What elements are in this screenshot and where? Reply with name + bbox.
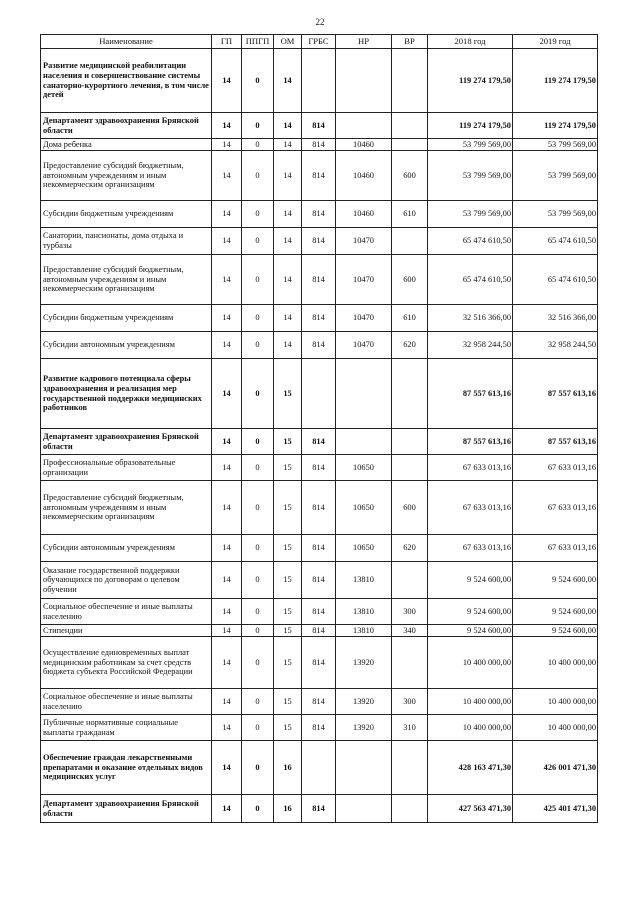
cell-vr: 300 [392, 599, 428, 625]
cell-gp: 14 [212, 715, 242, 741]
cell-gp: 14 [212, 255, 242, 305]
cell-name: Стипендии [41, 625, 212, 637]
cell-ppgp: 0 [242, 359, 274, 429]
table-row [41, 305, 598, 332]
cell-2019: 87 557 613,16 [513, 429, 598, 455]
cell-vr [392, 795, 428, 823]
cell-grbs: 814 [302, 305, 336, 332]
cell-om: 15 [274, 637, 302, 689]
table-row [41, 151, 598, 201]
cell-vr: 300 [392, 689, 428, 715]
cell-2019: 10 400 000,00 [513, 715, 598, 741]
cell-gp: 14 [212, 113, 242, 139]
table-row [41, 741, 598, 795]
cell-2018: 10 400 000,00 [428, 637, 513, 689]
cell-ppgp: 0 [242, 151, 274, 201]
cell-grbs [302, 741, 336, 795]
cell-nr: 13810 [336, 625, 392, 637]
cell-2018: 87 557 613,16 [428, 359, 513, 429]
cell-grbs: 814 [302, 535, 336, 562]
table-row [41, 455, 598, 481]
cell-2018: 65 474 610,50 [428, 228, 513, 255]
cell-name: Оказание государственной поддержки обучающихся по договорам о целевом обучении [41, 562, 212, 599]
cell-om: 14 [274, 228, 302, 255]
cell-name: Обеспечение граждан лекарственными препаратами и оказание отдельных видов медицинских услуг [41, 741, 212, 795]
cell-name: Предоставление субсидий бюджетным, автономным учреждениям и иным некоммерческим организациям [41, 255, 212, 305]
table-row [41, 201, 598, 228]
header-nr: НР [336, 35, 392, 49]
cell-grbs: 814 [302, 139, 336, 151]
cell-2019: 9 524 600,00 [513, 625, 598, 637]
cell-ppgp: 0 [242, 625, 274, 637]
table-row [41, 562, 598, 599]
page-number: 22 [315, 17, 325, 27]
cell-grbs: 814 [302, 637, 336, 689]
cell-name: Дома ребенка [41, 139, 212, 151]
cell-grbs: 814 [302, 715, 336, 741]
cell-ppgp: 0 [242, 795, 274, 823]
cell-2019: 53 799 569,00 [513, 139, 598, 151]
cell-om: 15 [274, 429, 302, 455]
cell-2019: 87 557 613,16 [513, 359, 598, 429]
header-2018: 2018 год [428, 35, 513, 49]
cell-2019: 119 274 179,50 [513, 113, 598, 139]
cell-gp: 14 [212, 305, 242, 332]
cell-nr [336, 795, 392, 823]
cell-om: 15 [274, 481, 302, 535]
cell-2018: 9 524 600,00 [428, 599, 513, 625]
cell-gp: 14 [212, 201, 242, 228]
cell-2018: 67 633 013,16 [428, 455, 513, 481]
table-row [41, 625, 598, 637]
cell-vr [392, 49, 428, 113]
cell-2019: 9 524 600,00 [513, 599, 598, 625]
cell-gp: 14 [212, 562, 242, 599]
header-vr: ВР [392, 35, 428, 49]
cell-vr [392, 562, 428, 599]
cell-om: 14 [274, 151, 302, 201]
cell-om: 15 [274, 359, 302, 429]
cell-2018: 53 799 569,00 [428, 139, 513, 151]
cell-name: Предоставление субсидий бюджетным, автономным учреждениям и иным некоммерческим организациям [41, 151, 212, 201]
cell-om: 14 [274, 49, 302, 113]
cell-grbs: 814 [302, 255, 336, 305]
cell-nr [336, 113, 392, 139]
cell-nr [336, 741, 392, 795]
cell-om: 15 [274, 535, 302, 562]
table-row [41, 359, 598, 429]
cell-name: Осуществление единовременных выплат медицинским работникам за счет средств бюджета субъекта Российской Федерации [41, 637, 212, 689]
cell-vr: 610 [392, 201, 428, 228]
cell-vr [392, 113, 428, 139]
cell-nr [336, 359, 392, 429]
cell-nr: 10460 [336, 151, 392, 201]
cell-vr: 600 [392, 151, 428, 201]
cell-om: 16 [274, 741, 302, 795]
cell-2019: 9 524 600,00 [513, 562, 598, 599]
cell-2018: 67 633 013,16 [428, 535, 513, 562]
cell-nr: 13920 [336, 715, 392, 741]
cell-2018: 87 557 613,16 [428, 429, 513, 455]
header-ppgp: ППГП [242, 35, 274, 49]
cell-name: Департамент здравоохранения Брянской области [41, 113, 212, 139]
table-row [41, 429, 598, 455]
cell-vr: 600 [392, 481, 428, 535]
cell-nr [336, 429, 392, 455]
cell-gp: 14 [212, 689, 242, 715]
cell-om: 14 [274, 305, 302, 332]
table-row [41, 139, 598, 151]
cell-2018: 10 400 000,00 [428, 715, 513, 741]
cell-name: Субсидии бюджетным учреждениям [41, 201, 212, 228]
cell-om: 15 [274, 599, 302, 625]
cell-2018: 65 474 610,50 [428, 255, 513, 305]
cell-2019: 426 001 471,30 [513, 741, 598, 795]
header-om: ОМ [274, 35, 302, 49]
cell-gp: 14 [212, 455, 242, 481]
cell-2019: 65 474 610,50 [513, 255, 598, 305]
table-header-row [41, 35, 598, 49]
header-2019: 2019 год [513, 35, 598, 49]
cell-ppgp: 0 [242, 599, 274, 625]
cell-om: 15 [274, 689, 302, 715]
cell-name: Профессиональные образовательные организации [41, 455, 212, 481]
cell-2018: 428 163 471,30 [428, 741, 513, 795]
header-grbs: ГРБС [302, 35, 336, 49]
cell-vr [392, 359, 428, 429]
cell-grbs [302, 359, 336, 429]
cell-nr: 10650 [336, 455, 392, 481]
cell-grbs: 814 [302, 332, 336, 359]
cell-gp: 14 [212, 535, 242, 562]
cell-nr: 13920 [336, 689, 392, 715]
cell-2019: 67 633 013,16 [513, 535, 598, 562]
cell-om: 15 [274, 455, 302, 481]
table-row [41, 49, 598, 113]
cell-vr [392, 139, 428, 151]
cell-2019: 425 401 471,30 [513, 795, 598, 823]
cell-ppgp: 0 [242, 689, 274, 715]
cell-ppgp: 0 [242, 332, 274, 359]
table-row [41, 255, 598, 305]
cell-om: 16 [274, 795, 302, 823]
cell-gp: 14 [212, 332, 242, 359]
cell-ppgp: 0 [242, 201, 274, 228]
cell-vr [392, 429, 428, 455]
cell-om: 14 [274, 113, 302, 139]
cell-vr [392, 741, 428, 795]
cell-gp: 14 [212, 599, 242, 625]
cell-gp: 14 [212, 637, 242, 689]
cell-grbs: 814 [302, 151, 336, 201]
cell-ppgp: 0 [242, 49, 274, 113]
cell-nr: 10470 [336, 332, 392, 359]
cell-gp: 14 [212, 625, 242, 637]
cell-2019: 32 516 366,00 [513, 305, 598, 332]
cell-2018: 10 400 000,00 [428, 689, 513, 715]
table-row [41, 637, 598, 689]
cell-nr: 10460 [336, 139, 392, 151]
cell-ppgp: 0 [242, 715, 274, 741]
cell-ppgp: 0 [242, 228, 274, 255]
table-row [41, 481, 598, 535]
cell-grbs: 814 [302, 795, 336, 823]
cell-gp: 14 [212, 429, 242, 455]
cell-name: Социальное обеспечение и иные выплаты населению [41, 689, 212, 715]
cell-grbs [302, 49, 336, 113]
cell-gp: 14 [212, 151, 242, 201]
cell-vr [392, 637, 428, 689]
cell-nr: 10650 [336, 481, 392, 535]
cell-gp: 14 [212, 795, 242, 823]
cell-nr: 10470 [336, 228, 392, 255]
cell-nr: 10650 [336, 535, 392, 562]
cell-2019: 67 633 013,16 [513, 481, 598, 535]
cell-gp: 14 [212, 228, 242, 255]
cell-2018: 53 799 569,00 [428, 201, 513, 228]
cell-nr [336, 49, 392, 113]
budget-table [40, 34, 598, 823]
table-row [41, 689, 598, 715]
cell-2018: 9 524 600,00 [428, 625, 513, 637]
cell-nr: 10460 [336, 201, 392, 228]
table-body [41, 49, 598, 823]
cell-name: Развитие медицинской реабилитации населения и совершенствование системы санаторно-курортного лечения, в том числе детей [41, 49, 212, 113]
cell-grbs: 814 [302, 429, 336, 455]
cell-om: 15 [274, 562, 302, 599]
table-row [41, 599, 598, 625]
cell-2018: 32 516 366,00 [428, 305, 513, 332]
cell-2018: 119 274 179,50 [428, 113, 513, 139]
cell-ppgp: 0 [242, 741, 274, 795]
cell-vr [392, 455, 428, 481]
cell-nr: 13810 [336, 599, 392, 625]
cell-ppgp: 0 [242, 562, 274, 599]
cell-2019: 53 799 569,00 [513, 201, 598, 228]
cell-grbs: 814 [302, 562, 336, 599]
cell-name: Субсидии автономным учреждениям [41, 535, 212, 562]
header-name: Наименование [41, 35, 212, 49]
cell-grbs: 814 [302, 481, 336, 535]
cell-vr: 610 [392, 305, 428, 332]
table-row [41, 535, 598, 562]
cell-vr: 620 [392, 535, 428, 562]
cell-nr: 13920 [336, 637, 392, 689]
cell-om: 14 [274, 332, 302, 359]
cell-ppgp: 0 [242, 255, 274, 305]
cell-2018: 9 524 600,00 [428, 562, 513, 599]
table-row [41, 113, 598, 139]
cell-2019: 65 474 610,50 [513, 228, 598, 255]
table-row [41, 715, 598, 741]
cell-om: 14 [274, 139, 302, 151]
cell-ppgp: 0 [242, 535, 274, 562]
table-row [41, 332, 598, 359]
cell-vr: 600 [392, 255, 428, 305]
cell-om: 14 [274, 255, 302, 305]
cell-2019: 32 958 244,50 [513, 332, 598, 359]
cell-om: 14 [274, 201, 302, 228]
cell-nr: 10470 [336, 255, 392, 305]
cell-2018: 67 633 013,16 [428, 481, 513, 535]
cell-name: Субсидии автономным учреждениям [41, 332, 212, 359]
cell-grbs: 814 [302, 599, 336, 625]
cell-ppgp: 0 [242, 637, 274, 689]
cell-vr: 310 [392, 715, 428, 741]
cell-gp: 14 [212, 741, 242, 795]
cell-gp: 14 [212, 49, 242, 113]
cell-name: Публичные нормативные социальные выплаты гражданам [41, 715, 212, 741]
cell-2018: 119 274 179,50 [428, 49, 513, 113]
cell-ppgp: 0 [242, 455, 274, 481]
cell-name: Социальное обеспечение и иные выплаты населению [41, 599, 212, 625]
table-row [41, 795, 598, 823]
cell-nr: 13810 [336, 562, 392, 599]
cell-nr: 10470 [336, 305, 392, 332]
cell-ppgp: 0 [242, 113, 274, 139]
table-row [41, 228, 598, 255]
cell-grbs: 814 [302, 201, 336, 228]
cell-grbs: 814 [302, 113, 336, 139]
cell-name: Санатории, пансионаты, дома отдыха и турбазы [41, 228, 212, 255]
cell-2019: 10 400 000,00 [513, 637, 598, 689]
cell-2019: 67 633 013,16 [513, 455, 598, 481]
cell-gp: 14 [212, 359, 242, 429]
cell-grbs: 814 [302, 228, 336, 255]
cell-vr [392, 228, 428, 255]
header-gp: ГП [212, 35, 242, 49]
cell-2018: 32 958 244,50 [428, 332, 513, 359]
cell-vr: 340 [392, 625, 428, 637]
cell-gp: 14 [212, 139, 242, 151]
cell-om: 15 [274, 625, 302, 637]
cell-gp: 14 [212, 481, 242, 535]
cell-ppgp: 0 [242, 481, 274, 535]
cell-2019: 53 799 569,00 [513, 151, 598, 201]
cell-2018: 53 799 569,00 [428, 151, 513, 201]
cell-grbs: 814 [302, 455, 336, 481]
cell-2019: 119 274 179,50 [513, 49, 598, 113]
cell-om: 15 [274, 715, 302, 741]
cell-name: Предоставление субсидий бюджетным, автономным учреждениям и иным некоммерческим организациям [41, 481, 212, 535]
cell-name: Субсидии бюджетным учреждениям [41, 305, 212, 332]
cell-2019: 10 400 000,00 [513, 689, 598, 715]
cell-vr: 620 [392, 332, 428, 359]
cell-name: Развитие кадрового потенциала сферы здравоохранения и реализация мер государственной поддержки медицинских работников [41, 359, 212, 429]
cell-ppgp: 0 [242, 429, 274, 455]
cell-name: Департамент здравоохранения Брянской области [41, 429, 212, 455]
cell-name: Департамент здравоохранения Брянской области [41, 795, 212, 823]
cell-2018: 427 563 471,30 [428, 795, 513, 823]
cell-grbs: 814 [302, 625, 336, 637]
cell-ppgp: 0 [242, 139, 274, 151]
cell-ppgp: 0 [242, 305, 274, 332]
cell-grbs: 814 [302, 689, 336, 715]
